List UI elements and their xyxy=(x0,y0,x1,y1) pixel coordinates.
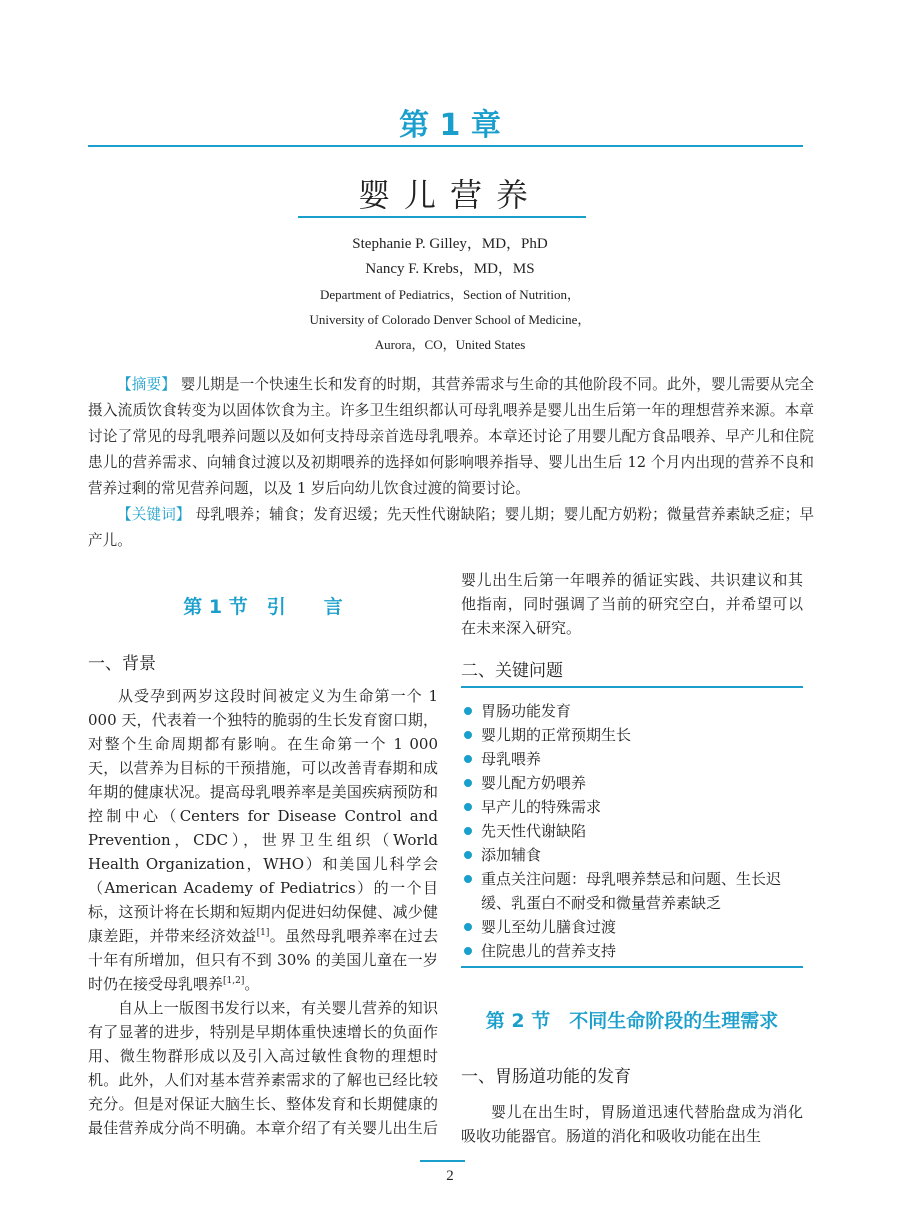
gi-paragraph: 婴儿在出生时，胃肠道迅速代替胎盘成为消化吸收功能器官。肠道的消化和吸收功能在出生 xyxy=(461,1103,803,1145)
continued-text xyxy=(461,568,803,640)
background-body xyxy=(88,684,438,1140)
list-item xyxy=(461,843,803,867)
page-number-rule xyxy=(420,1160,465,1162)
gi-development-body xyxy=(461,1100,803,1148)
paragraph-text: 自从上一版图书发行以来，有关婴儿营养的知识有了显著的进步，特别是早期体重快速增长的负面作用、微生物群形成以及引入高过敏性食物的理想时机。此外，人们对基本营养素需求的了解也已经比较充分。但是对保证大脑生长、整体发育和长期健康的最佳营养成分尚不明确。本章介绍了有关婴儿出生后 xyxy=(88,999,438,1137)
list-item-text: 婴儿至幼儿膳食过渡 xyxy=(481,918,617,936)
chapter-number: 第 1 章 xyxy=(399,108,501,143)
abstract-label: 【摘要】 xyxy=(117,376,176,393)
list-item-text: 婴儿期的正常预期生长 xyxy=(481,726,632,744)
bullet-icon xyxy=(464,923,472,931)
list-item xyxy=(461,867,803,915)
key-issues-bottom-rule xyxy=(461,966,803,968)
bullet-icon xyxy=(464,827,472,835)
section-2-heading: 第 2 节 不同生命阶段的生理需求 xyxy=(485,1010,779,1032)
affiliation-line: University of Colorado Denver School of Medicine， xyxy=(309,312,591,327)
author-name: Stephanie P. Gilley，MD，PhD xyxy=(352,236,548,252)
list-item-text: 重点关注问题：母乳喂养禁忌和问题、生长迟缓、乳蛋白不耐受和微量营养素缺乏 xyxy=(481,870,782,912)
chapter-top-rule xyxy=(88,145,803,147)
keywords-text: 母乳喂养；辅食；发育迟缓；先天性代谢缺陷；婴儿期；婴儿配方奶粉；微量营养素缺乏症；早产儿。 xyxy=(88,506,814,549)
chapter-title: 婴儿营养 xyxy=(357,176,542,214)
bullet-icon xyxy=(464,875,472,883)
background-paragraph xyxy=(88,684,438,996)
affiliation-line: Aurora，CO，United States xyxy=(374,337,526,352)
bullet-icon xyxy=(464,755,472,763)
list-item xyxy=(461,771,803,795)
list-item xyxy=(461,819,803,843)
list-item xyxy=(461,939,803,963)
list-item xyxy=(461,699,803,723)
abstract-paragraph xyxy=(88,372,814,502)
citation-ref: [1,2] xyxy=(223,976,245,986)
list-item-text: 添加辅食 xyxy=(481,846,542,864)
progress-paragraph xyxy=(88,996,438,1140)
author-name: Nancy F. Krebs，MD，MS xyxy=(365,261,535,277)
bullet-icon xyxy=(464,803,472,811)
citation-ref: [1] xyxy=(256,928,270,938)
key-issues-heading: 二、关键问题 xyxy=(461,661,563,681)
bullet-icon xyxy=(464,707,472,715)
key-issues-top-rule xyxy=(461,686,803,688)
list-item-text: 住院患儿的营养支持 xyxy=(481,942,617,960)
list-item-text: 胃肠功能发育 xyxy=(481,702,572,720)
key-issues-list xyxy=(461,699,803,963)
paragraph-text: 。虽然母乳喂养率在过去十年有所增加，但只有不到 30% 的美国儿童在一岁时仍在接受母乳喂养 xyxy=(88,927,438,993)
keywords-paragraph xyxy=(88,502,814,554)
list-item xyxy=(461,795,803,819)
keywords-label: 【关键词】 xyxy=(117,506,191,523)
page-number: 2 xyxy=(446,1168,454,1184)
section-1-heading: 第 1 节 引 言 xyxy=(183,596,343,618)
right-column xyxy=(461,568,803,1145)
bullet-icon xyxy=(464,947,472,955)
list-item xyxy=(461,723,803,747)
chapter-title-underline xyxy=(298,216,586,218)
list-item-text: 婴儿配方奶喂养 xyxy=(481,774,587,792)
paragraph-text: 。 xyxy=(244,975,260,993)
gi-development-heading: 一、胃肠道功能的发育 xyxy=(461,1067,631,1087)
abstract-text: 婴儿期是一个快速生长和发育的时期，其营养需求与生命的其他阶段不同。此外，婴儿需要从完全摄入流质饮食转变为以固体饮食为主。许多卫生组织都认可母乳喂养是婴儿出生后第一年的理想营养来源。本章讨论了常见的母乳喂养问题以及如何支持母亲首选母乳喂养。本章还讨论了用婴儿配方食品喂养、早产儿和住院患儿的营养需求、向辅食过渡以及初期喂养的选择如何影响喂养指导、婴儿出生后 12 个月内出现的营养不良和营养过剩的常见营养问题，以及 1 岁后向幼儿饮食过渡的简要讨论。 xyxy=(88,376,814,497)
paragraph-continuation: 婴儿出生后第一年喂养的循证实践、共识建议和其他指南，同时强调了当前的研究空白，并希望可以在未来深入研究。 xyxy=(461,571,803,637)
bullet-icon xyxy=(464,851,472,859)
affiliation-line: Department of Pediatrics，Section of Nutrition， xyxy=(320,287,580,302)
background-heading: 一、背景 xyxy=(88,654,156,674)
bullet-icon xyxy=(464,779,472,787)
list-item xyxy=(461,915,803,939)
list-item-text: 先天性代谢缺陷 xyxy=(481,822,587,840)
abstract-block xyxy=(88,372,814,554)
author-block xyxy=(0,232,900,357)
paragraph-text: 从受孕到两岁这段时间被定义为生命第一个 1 000 天，代表着一个独特的脆弱的生长发育窗口期，对整个生命周期都有影响。在生命第一个 1 000 天，以营养为目标的干预措施，可以改善青春期和成年期的健康状况。提高母乳喂养率是美国疾病预防和控制中心（Centers for Disease Control and Prevention，CDC），世界卫生组织（World Health Organization，WHO）和美国儿科学会（American Academy of Pediatrics）的一个目标，这预计将在长期和短期内促进妇幼保健、减少健康差距，并带来经济效益 xyxy=(88,687,438,945)
left-column xyxy=(88,592,438,1140)
bullet-icon xyxy=(464,731,472,739)
list-item-text: 早产儿的特殊需求 xyxy=(481,798,602,816)
list-item xyxy=(461,747,803,771)
list-item-text: 母乳喂养 xyxy=(481,750,542,768)
